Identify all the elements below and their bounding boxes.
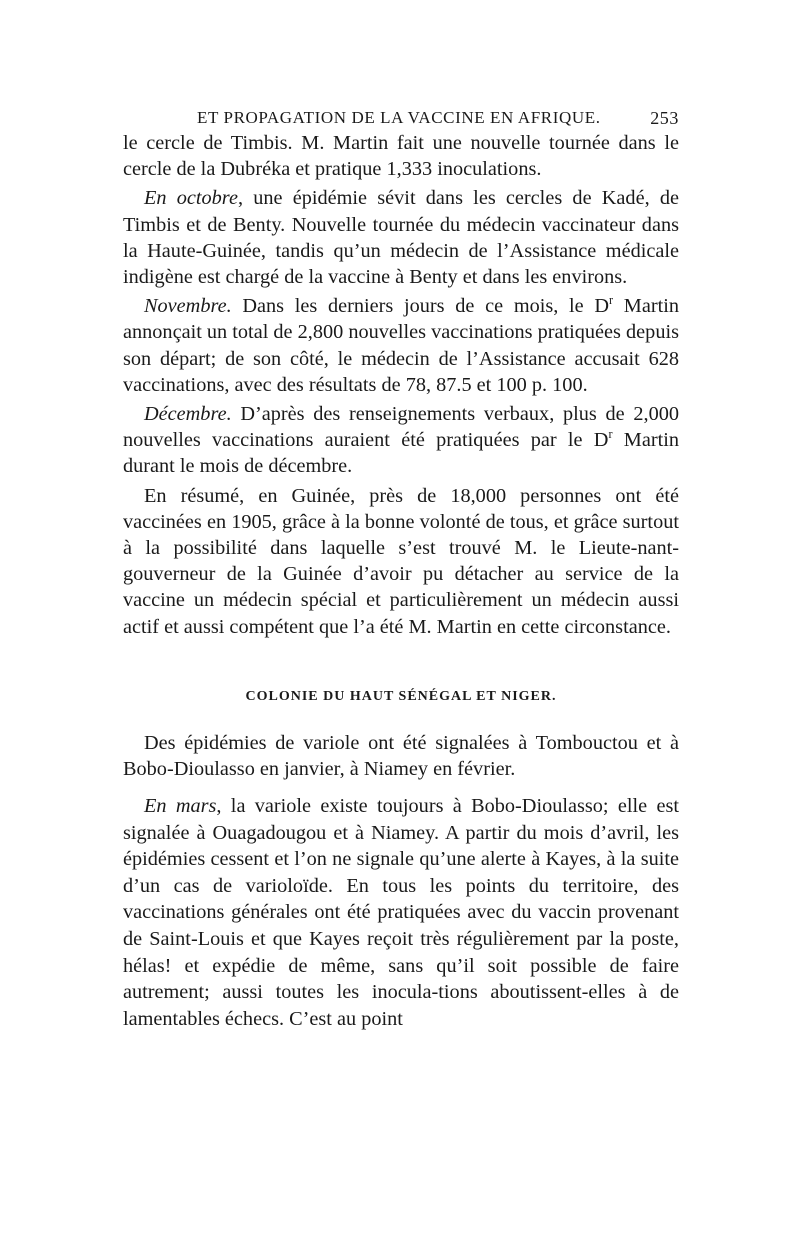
page-number: 253 bbox=[650, 108, 679, 128]
paragraph-octobre bbox=[123, 185, 679, 290]
section-heading: COLONIE DU HAUT SÉNÉGAL ET NIGER. bbox=[245, 688, 557, 704]
running-header bbox=[123, 100, 679, 130]
paragraph-timbis: le cercle de Timbis. M. Martin fait une nouvelle tournée dans le cercle de la Dubréka et pratique 1,333 inoculations. bbox=[123, 132, 679, 181]
paragraph-novembre bbox=[123, 293, 679, 398]
section-text bbox=[123, 730, 679, 1033]
superscript-r: r bbox=[608, 427, 613, 442]
paragraph-text-novembre-b: Martin annonçait un total de 2,800 nouvelles vaccinations pratiquées depuis son départ; de son côté, le médecin de l’Assistance accusait 628 vaccinations, avec des résultats de 78, 87.5 et 100 p. 100. bbox=[123, 295, 679, 396]
paragraph-resume: En résumé, en Guinée, près de 18,000 personnes ont été vaccinées en 1905, grâce à la bonne volonté de tous, et grâce surtout à la possibilité dans laquelle s’est trouvé M. le Lieute-nant-gouverneur de la Guinée d’avoir pu détacher au service de la vaccine un médecin spécial et particulièrement un médecin aussi actif et aussi compétent que l’a été M. Martin en cette circonstance. bbox=[123, 484, 679, 638]
paragraph-text-decembre-a: D’après des renseignements verbaux, plus de 2,000 nouvelles vaccinations auraient été pratiquées par le D bbox=[123, 403, 679, 452]
paragraph-text-novembre-a: Dans les derniers jours de ce mois, le D bbox=[231, 295, 610, 318]
paragraph-lead-decembre: Décembre. bbox=[144, 403, 232, 426]
paragraph-lead-mars: En mars bbox=[144, 795, 217, 818]
paragraph-text-decembre-b: Martin durant le mois de décembre. bbox=[123, 429, 679, 478]
paragraph-epidemies: Des épidémies de variole ont été signalées à Tombouctou et à Bobo-Dioulasso en janvier, à Niamey en février. bbox=[123, 731, 679, 781]
paragraph-lead-novembre: Novembre. bbox=[144, 295, 232, 318]
paragraph-text-octobre: , une épidémie sévit dans les cercles de Kadé, de Timbis et de Benty. Nouvelle tournée du médecin vaccinateur dans la Haute-Guinée, tandis qu’un médecin de l’Assistance médicale indigène est chargé de la vaccine à Benty et dans les environs. bbox=[123, 187, 679, 289]
superscript-r: r bbox=[609, 293, 614, 308]
paragraph-text-mars: , la variole existe toujours à Bobo-Dioulasso; elle est signalée à Ouagadougou et à Niamey. A partir du mois d’avril, les épidémies cessent et l’on ne signale qu’une alerte à Kayes, à la suite d’un cas de varioloïde. En tous les points du territoire, des vaccinations générales ont été pratiquées avec du vaccin provenant de Saint-Louis et que Kayes reçoit très régulièrement par la poste, hélas! et expédie de même, sans qu’il soit possible de faire autrement; aussi toutes les inocula-tions aboutissent-elles à de lamentables échecs. C’est au point bbox=[123, 795, 679, 1030]
paragraph-mars bbox=[123, 793, 679, 1032]
running-title: ET PROPAGATION DE LA VACCINE EN AFRIQUE. bbox=[197, 108, 601, 127]
paragraph-decembre bbox=[123, 401, 679, 480]
book-page bbox=[123, 100, 679, 1032]
paragraph-lead-octobre: En octobre bbox=[144, 187, 238, 210]
main-text bbox=[123, 130, 679, 640]
